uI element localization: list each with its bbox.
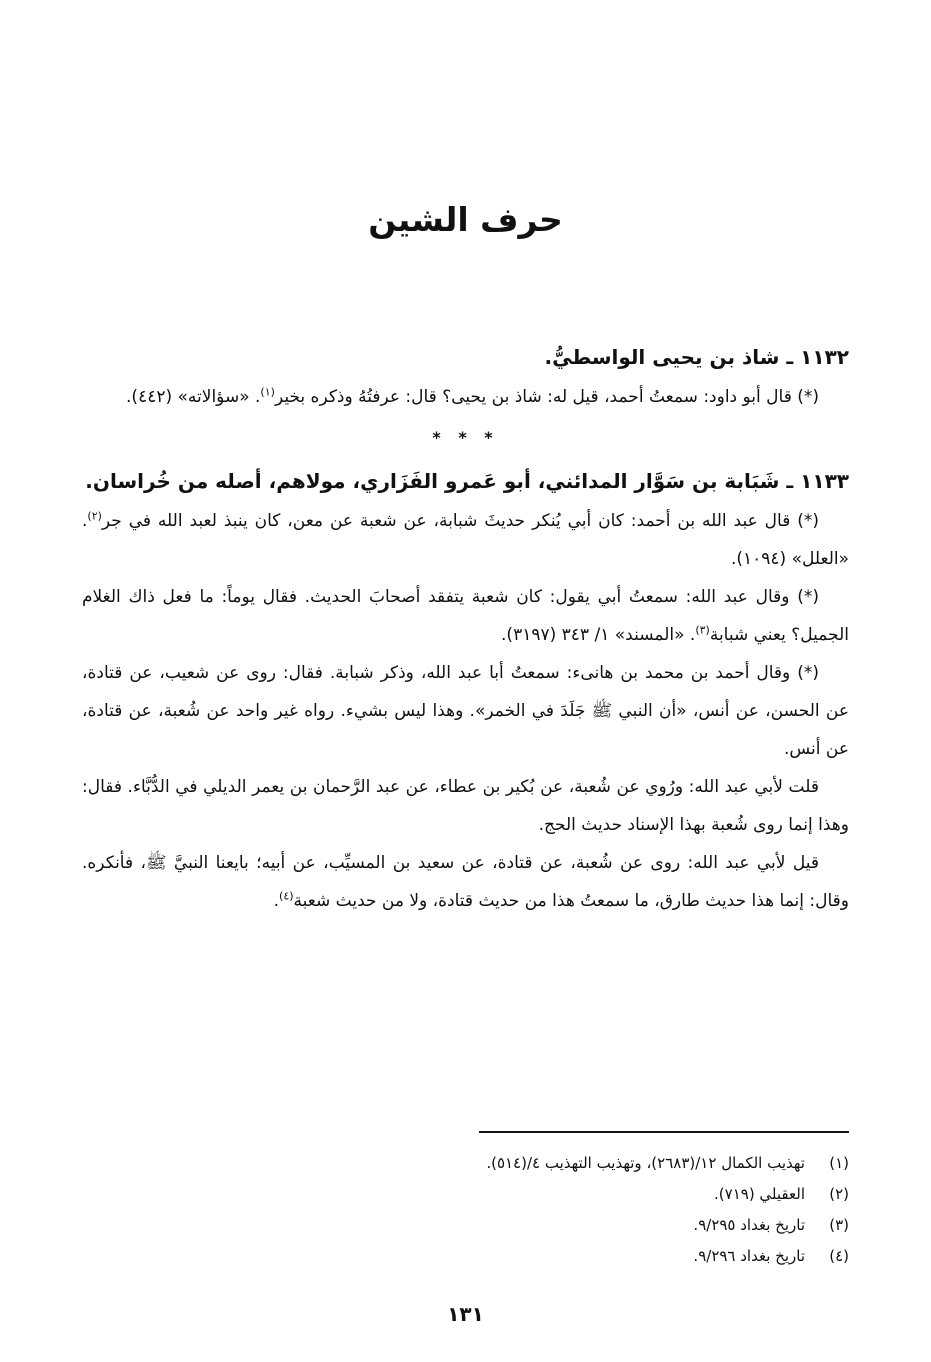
entry-1133-paragraph-5 — [82, 844, 849, 920]
footnote-text: تاريخ بغداد ٩/٢٩٥. — [693, 1216, 805, 1234]
footnote-divider — [479, 1131, 849, 1133]
entry-heading-1133: ١١٣٣ ـ شَبَابة بن سَوَّار المدائني، أبو عَمرو الفَزَاري، مولاهم، أصله من خُراسان. — [85, 469, 849, 493]
entry-1133-paragraph-2 — [82, 578, 849, 654]
text-segment: . «العلل» (١٠٩٤). — [82, 511, 849, 569]
entry-1132-paragraph — [82, 378, 849, 416]
footnote-text: تاريخ بغداد ٩/٢٩٦. — [693, 1247, 805, 1265]
section-separator: * * * — [432, 428, 499, 447]
text-segment: . — [273, 891, 280, 911]
text-segment: (*) قال عبد الله بن أحمد: كان أبي يُنكر حديثَ شبابة، عن شعبة عن معن، كان ينبذ لعبد الله في جر — [101, 511, 819, 531]
footnote-ref-3: (٣) — [695, 623, 710, 637]
entry-heading-1132: ١١٣٢ ـ شاذ بن يحيى الواسطيُّ. — [544, 345, 849, 369]
body-text — [82, 336, 849, 920]
section-title: حرف الشين — [368, 200, 563, 239]
footnote-text: تهذيب الكمال ١٢/(٢٦٨٣)، وتهذيب التهذيب ٤/(٥١٤). — [486, 1154, 805, 1172]
footnotes — [82, 1148, 849, 1272]
footnote-number: (٤) — [829, 1247, 849, 1265]
text-segment: (*) وقال عبد الله: سمعتُ أبي يقول: كان شعبة يتفقد أصحابَ الحديث. فقال يوماً: ما فعل ذاك الغلام الجميل؟ يعني شبابة — [82, 587, 849, 645]
footnote — [82, 1210, 849, 1241]
footnote-text: العقيلي (٧١٩). — [714, 1185, 805, 1203]
text-segment: (*) قال أبو داود: سمعتُ أحمد، قيل له: شاذ بن يحيى؟ قال: عرفتُهُ وذكره بخير — [274, 387, 819, 407]
page — [82, 0, 849, 1362]
text-segment: . «المسند» ١/ ٣٤٣ (٣١٩٧). — [501, 625, 696, 645]
footnote-number: (٢) — [829, 1185, 849, 1203]
text-segment: قيل لأبي عبد الله: روى عن شُعبة، عن قتادة، عن سعيد بن المسيِّب، عن أبيه؛ بايعنا النبيَّ ﷺ، فأنكره. وقال: إنما هذا حديث طارق، ما سمعتُ هذا من حديث قتادة، ولا من حديث شعبة — [82, 853, 849, 911]
footnote — [82, 1148, 849, 1179]
page-number: ١٣١ — [447, 1302, 484, 1326]
footnote-number: (١) — [829, 1154, 849, 1172]
entry-1133-paragraph-1 — [82, 502, 849, 578]
footnote-number: (٣) — [829, 1216, 849, 1234]
footnote — [82, 1179, 849, 1210]
footnote — [82, 1241, 849, 1272]
text-segment: . «سؤالاته» (٤٤٢). — [126, 387, 261, 407]
entry-1133-paragraph-3: (*) وقال أحمد بن محمد بن هانىء: سمعتُ أبا عبد الله، وذكر شبابة. فقال: روى عن شعيب، عن قتادة، عن الحسن، عن أنس، «أن النبي ﷺ جَلَدَ في الخمر». وهذا ليس بشيء. رواه غير واحد عن شُعبة، عن قتادة، عن أنس. — [82, 663, 849, 759]
entry-1133-paragraph-4: قلت لأبي عبد الله: ورُوي عن شُعبة، عن بُكير بن عطاء، عن عبد الرَّحمان بن يعمر الديلي في الدُّبَّاء. فقال: وهذا إنما روى شُعبة بهذا الإسناد حديث الحج. — [82, 777, 849, 835]
footnote-ref-1: (١) — [260, 385, 275, 399]
footnote-ref-4: (٤) — [279, 889, 294, 903]
footnote-ref-2: (٢) — [87, 509, 102, 523]
